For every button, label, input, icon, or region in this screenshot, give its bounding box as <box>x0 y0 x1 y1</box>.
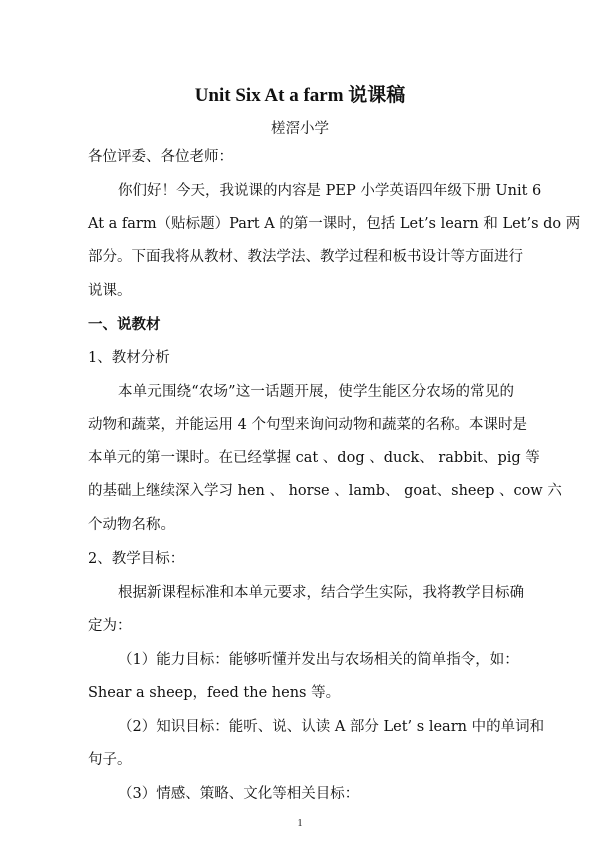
goal-knowledge-line-2: 句子。 <box>88 752 132 768</box>
intro-line-1: 你们好！今天，我说课的内容是 PEP 小学英语四年级下册 Unit 6 <box>118 183 542 199</box>
goal-ability-line-2: Shear a sheep，feed the hens 等。 <box>88 685 341 701</box>
goal-ability-line-1: （1）能力目标：能够听懂并发出与农场相关的简单指令，如： <box>118 652 519 668</box>
school-name: 槎滘小学 <box>271 121 329 137</box>
subheading-material-analysis: 1、教材分析 <box>88 350 170 366</box>
section-heading-teaching-material: 一、说教材 <box>88 316 161 333</box>
analysis-line-2: 动物和蔬菜，并能运用 4 个句型来询问动物和蔬菜的名称。本课时是 <box>88 417 527 433</box>
goal-knowledge-line-1: （2）知识目标：能听、说、认读 A 部分 Let’ s learn 中的单词和 <box>118 719 545 735</box>
document-title: Unit Six At a farm 说课稿 <box>194 85 406 106</box>
intro-line-2: At a farm（贴标题）Part A 的第一课时，包括 Let’s learn 和 Let’s do 两 <box>88 216 581 232</box>
goals-intro-line-2: 定为： <box>88 618 132 634</box>
intro-line-3: 部分。下面我将从教材、教法学法、教学过程和板书设计等方面进行 <box>88 249 523 265</box>
analysis-line-1: 本单元围绕“农场”这一话题开展，使学生能区分农场的常见的 <box>118 384 514 400</box>
goal-emotion-line: （3）情感、策略、文化等相关目标： <box>118 786 360 802</box>
greeting: 各位评委、各位老师： <box>88 149 233 165</box>
goals-intro-line-1: 根据新课程标准和本单元要求，结合学生实际，我将教学目标确 <box>118 585 524 601</box>
analysis-line-5: 个动物名称。 <box>88 517 175 533</box>
analysis-line-4: 的基础上继续深入学习 hen 、 horse 、lamb、 goat、sheep 、cow 六 <box>88 483 562 499</box>
page-number: 1 <box>297 818 303 829</box>
analysis-line-3: 本单元的第一课时。在已经掌握 cat 、dog 、duck、 rabbit、pig 等 <box>88 450 540 466</box>
intro-line-4: 说课。 <box>88 283 132 299</box>
subheading-teaching-goals: 2、教学目标： <box>88 551 185 567</box>
